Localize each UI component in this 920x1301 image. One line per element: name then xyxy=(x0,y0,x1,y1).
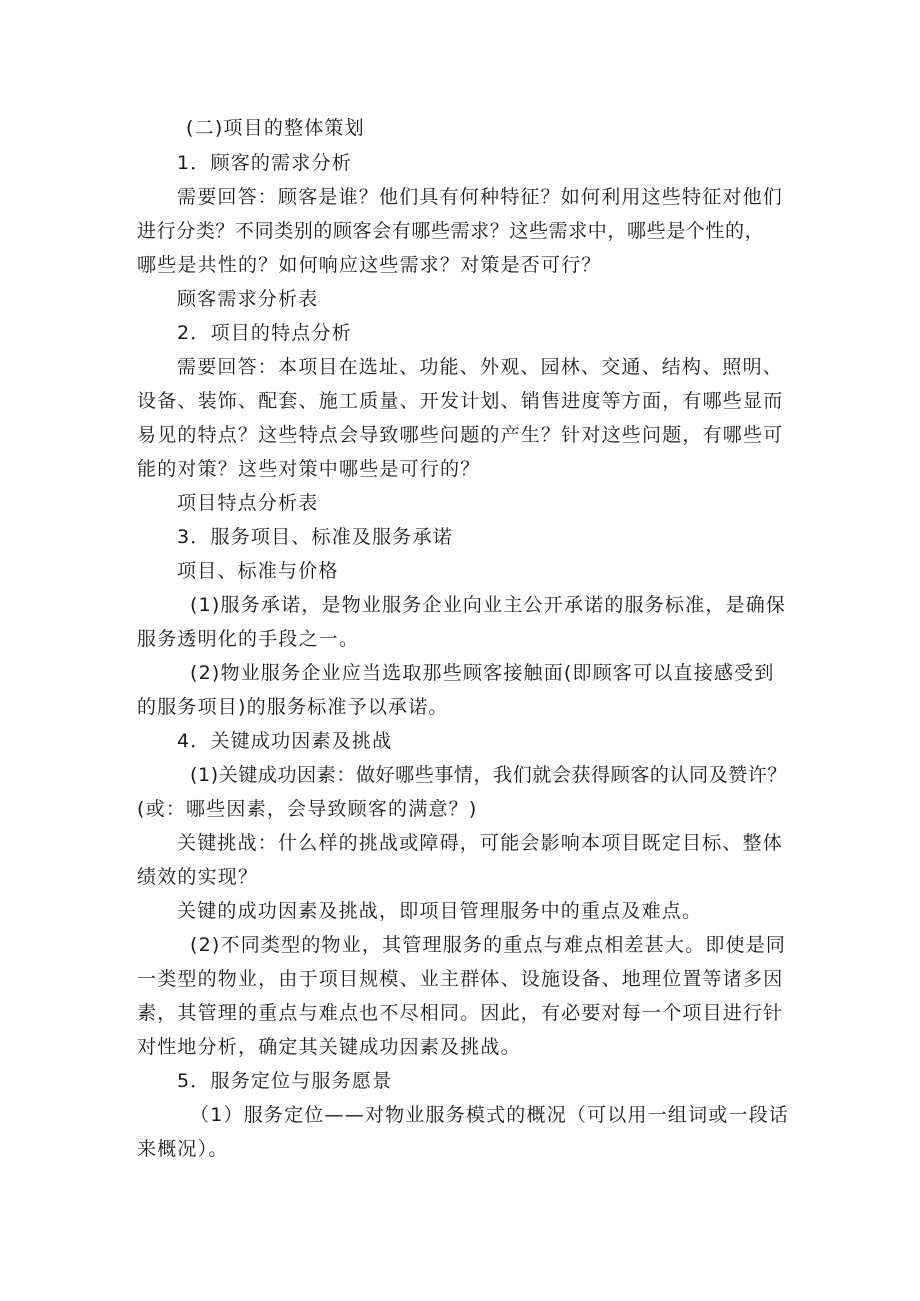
paragraph-line: 易见的特点？这些特点会导致哪些问题的产生？针对这些问题，有哪些可 xyxy=(137,424,784,446)
heading-service-items: 3．服务项目、标准及服务承诺 xyxy=(177,526,453,548)
paragraph-line: (2)物业服务企业应当选取那些顾客接触面(即顾客可以直接感受到 xyxy=(190,662,775,684)
paragraph-line: (1)关键成功因素：做好哪些事情，我们就会获得顾客的认同及赞许？ xyxy=(190,764,788,786)
paragraph-line: 服务透明化的手段之一。 xyxy=(137,628,360,650)
paragraph-line: 素，其管理的重点与难点也不尽相同。因此，有必要对每一个项目进行针 xyxy=(137,1002,784,1024)
section-title: (二)项目的整体策划 xyxy=(186,117,365,139)
paragraph-line: 关键的成功因素及挑战，即项目管理服务中的重点及难点。 xyxy=(177,900,703,922)
heading-service-positioning: 5．服务定位与服务愿景 xyxy=(177,1070,393,1092)
paragraph-line: 需要回答：本项目在选址、功能、外观、园林、交通、结构、照明、 xyxy=(177,356,784,378)
paragraph-line: 对性地分析，确定其关键成功因素及挑战。 xyxy=(137,1036,521,1058)
paragraph-line: 设备、装饰、配套、施工质量、开发计划、销售进度等方面，有哪些显而 xyxy=(137,390,784,412)
paragraph-line: 能的对策？这些对策中哪些是可行的？ xyxy=(137,458,481,480)
heading-customer-needs: 1．顾客的需求分析 xyxy=(177,152,352,174)
paragraph-line: (1)服务承诺，是物业服务企业向业主公开承诺的服务标准，是确保 xyxy=(190,594,787,616)
table-caption: 顾客需求分析表 xyxy=(177,288,319,310)
paragraph-line: (或：哪些因素，会导致顾客的满意？) xyxy=(137,798,478,820)
table-caption: 项目特点分析表 xyxy=(177,492,319,514)
paragraph-line: (2)不同类型的物业，其管理服务的重点与难点相差甚大。即使是同 xyxy=(190,934,787,956)
paragraph-line: 的服务项目)的服务标准予以承诺。 xyxy=(137,696,449,718)
paragraph-line: 进行分类？不同类别的顾客会有哪些需求？这些需求中，哪些是个性的， xyxy=(137,220,765,242)
paragraph-line: 需要回答：顾客是谁？他们具有何种特征？如何利用这些特征对他们 xyxy=(177,186,784,208)
paragraph-line: 绩效的实现？ xyxy=(137,866,259,888)
paragraph-line: 一类型的物业，由于项目规模、业主群体、设施设备、地理位置等诸多因 xyxy=(137,968,784,990)
paragraph-line: 关键挑战：什么样的挑战或障碍，可能会影响本项目既定目标、整体 xyxy=(177,832,784,854)
paragraph-line: 哪些是共性的？如何响应这些需求？对策是否可行？ xyxy=(137,254,602,276)
paragraph-line: （1）服务定位——对物业服务模式的概况（可以用一组词或一段话 xyxy=(190,1104,790,1126)
heading-success-factors: 4．关键成功因素及挑战 xyxy=(177,730,393,752)
paragraph-line: 来概况）。 xyxy=(137,1138,229,1160)
subheading: 项目、标准与价格 xyxy=(177,560,339,582)
heading-project-features: 2．项目的特点分析 xyxy=(177,322,352,344)
